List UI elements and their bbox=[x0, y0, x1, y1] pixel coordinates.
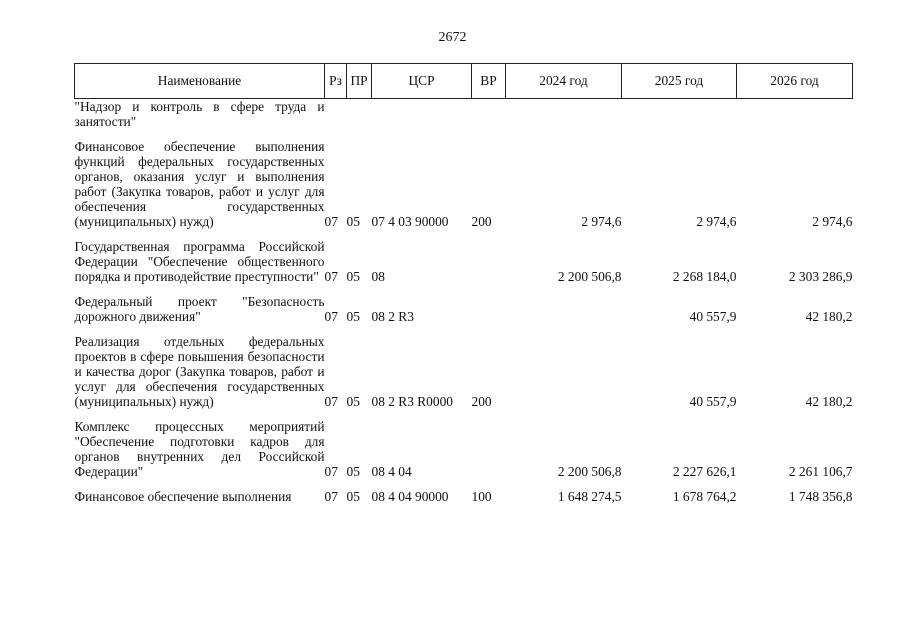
row-name: Финансовое обеспечение выполнения bbox=[74, 489, 292, 504]
row-2026: 2 974,6 bbox=[812, 214, 853, 229]
page-number: 2672 bbox=[438, 30, 467, 45]
header-2026: 2026 год bbox=[737, 64, 853, 99]
row-2026: 1 748 356,8 bbox=[788, 489, 853, 504]
row-2025 bbox=[622, 99, 737, 130]
row-2025: 2 268 184,0 bbox=[672, 269, 737, 284]
row-csr: 08 2 R3 R0000 bbox=[371, 394, 453, 409]
table-row bbox=[75, 334, 853, 409]
row-rz: 07 bbox=[324, 309, 338, 324]
header-2025: 2025 год bbox=[622, 64, 737, 99]
row-spacer bbox=[75, 479, 853, 489]
row-name: Комплекс процессных мероприятий "Обеспечение подготовки кадров для органов внутренних дел Российской Федерации" bbox=[74, 419, 325, 479]
row-spacer-cell bbox=[75, 129, 853, 139]
row-2025: 2 227 626,1 bbox=[672, 464, 737, 479]
row-pr: 05 bbox=[346, 269, 360, 284]
row-vr: 200 bbox=[471, 394, 492, 409]
row-2024: 1 648 274,5 bbox=[557, 489, 622, 504]
table-row bbox=[75, 294, 853, 324]
row-2025: 1 678 764,2 bbox=[672, 489, 737, 504]
header-rz: Рз bbox=[325, 64, 347, 99]
row-csr: 08 2 R3 bbox=[371, 309, 414, 324]
row-pr: 05 bbox=[346, 489, 360, 504]
row-spacer-cell bbox=[75, 284, 853, 294]
row-2026: 42 180,2 bbox=[805, 394, 853, 409]
row-csr bbox=[372, 99, 472, 130]
row-spacer bbox=[75, 229, 853, 239]
row-rz: 07 bbox=[324, 394, 338, 409]
header-csr: ЦСР bbox=[372, 64, 472, 99]
row-2026: 42 180,2 bbox=[805, 309, 853, 324]
row-name: Финансовое обеспечение выполнения функций федеральных государственных органов, оказания услуг и выполнения работ (Закупка товаров, работ и услуг для обеспечения государственных (муниципальных) нужд) bbox=[74, 139, 325, 229]
row-2024: 2 200 506,8 bbox=[557, 464, 622, 479]
row-spacer-cell bbox=[75, 229, 853, 239]
header-name: Наименование bbox=[75, 64, 325, 99]
row-spacer-cell bbox=[75, 324, 853, 334]
row-spacer bbox=[75, 324, 853, 334]
table-header-row bbox=[75, 64, 853, 99]
row-rz: 07 bbox=[324, 489, 338, 504]
row-vr bbox=[472, 99, 506, 130]
row-spacer bbox=[75, 129, 853, 139]
row-csr: 08 4 04 bbox=[371, 464, 412, 479]
table-row bbox=[75, 239, 853, 284]
table-row bbox=[75, 489, 853, 504]
row-vr bbox=[472, 419, 506, 479]
row-rz: 07 bbox=[324, 269, 338, 284]
row-name: Реализация отдельных федеральных проектов в сфере повышения безопасности и качества дорог (Закупка товаров, работ и услуг для обеспечения государственных (муниципальных) нужд) bbox=[74, 334, 325, 409]
row-2025: 40 557,9 bbox=[689, 394, 737, 409]
row-spacer-cell bbox=[75, 409, 853, 419]
row-vr bbox=[472, 294, 506, 324]
row-rz: 07 bbox=[324, 214, 338, 229]
budget-table bbox=[74, 63, 853, 504]
row-2025: 40 557,9 bbox=[689, 309, 737, 324]
row-2026: 2 303 286,9 bbox=[788, 269, 853, 284]
row-2024 bbox=[506, 99, 622, 130]
row-csr: 08 4 04 90000 bbox=[371, 489, 449, 504]
table-row bbox=[75, 419, 853, 479]
row-name: "Надзор и контроль в сфере труда и занятости" bbox=[74, 99, 325, 129]
row-spacer bbox=[75, 284, 853, 294]
row-pr bbox=[347, 99, 372, 130]
row-2026: 2 261 106,7 bbox=[788, 464, 853, 479]
row-spacer-cell bbox=[75, 479, 853, 489]
row-2024 bbox=[506, 294, 622, 324]
row-2024: 2 200 506,8 bbox=[557, 269, 622, 284]
table-row bbox=[75, 99, 853, 130]
row-vr bbox=[472, 239, 506, 284]
row-pr: 05 bbox=[346, 309, 360, 324]
row-2024 bbox=[506, 334, 622, 409]
row-vr: 200 bbox=[471, 214, 492, 229]
row-pr: 05 bbox=[346, 464, 360, 479]
row-rz: 07 bbox=[324, 464, 338, 479]
row-csr: 07 4 03 90000 bbox=[371, 214, 449, 229]
header-2024: 2024 год bbox=[506, 64, 622, 99]
row-vr: 100 bbox=[471, 489, 492, 504]
row-pr: 05 bbox=[346, 394, 360, 409]
row-2024: 2 974,6 bbox=[581, 214, 622, 229]
row-2026 bbox=[737, 99, 853, 130]
row-name: Государственная программа Российской Федерации "Обеспечение общественного порядка и противодействие преступности" bbox=[74, 239, 325, 284]
row-pr: 05 bbox=[346, 214, 360, 229]
header-vr: ВР bbox=[472, 64, 506, 99]
table-row bbox=[75, 139, 853, 229]
row-spacer bbox=[75, 409, 853, 419]
row-name: Федеральный проект "Безопасность дорожного движения" bbox=[74, 294, 325, 324]
row-2025: 2 974,6 bbox=[696, 214, 737, 229]
header-pr: ПР bbox=[347, 64, 372, 99]
row-csr: 08 bbox=[371, 269, 385, 284]
row-rz bbox=[325, 99, 347, 130]
